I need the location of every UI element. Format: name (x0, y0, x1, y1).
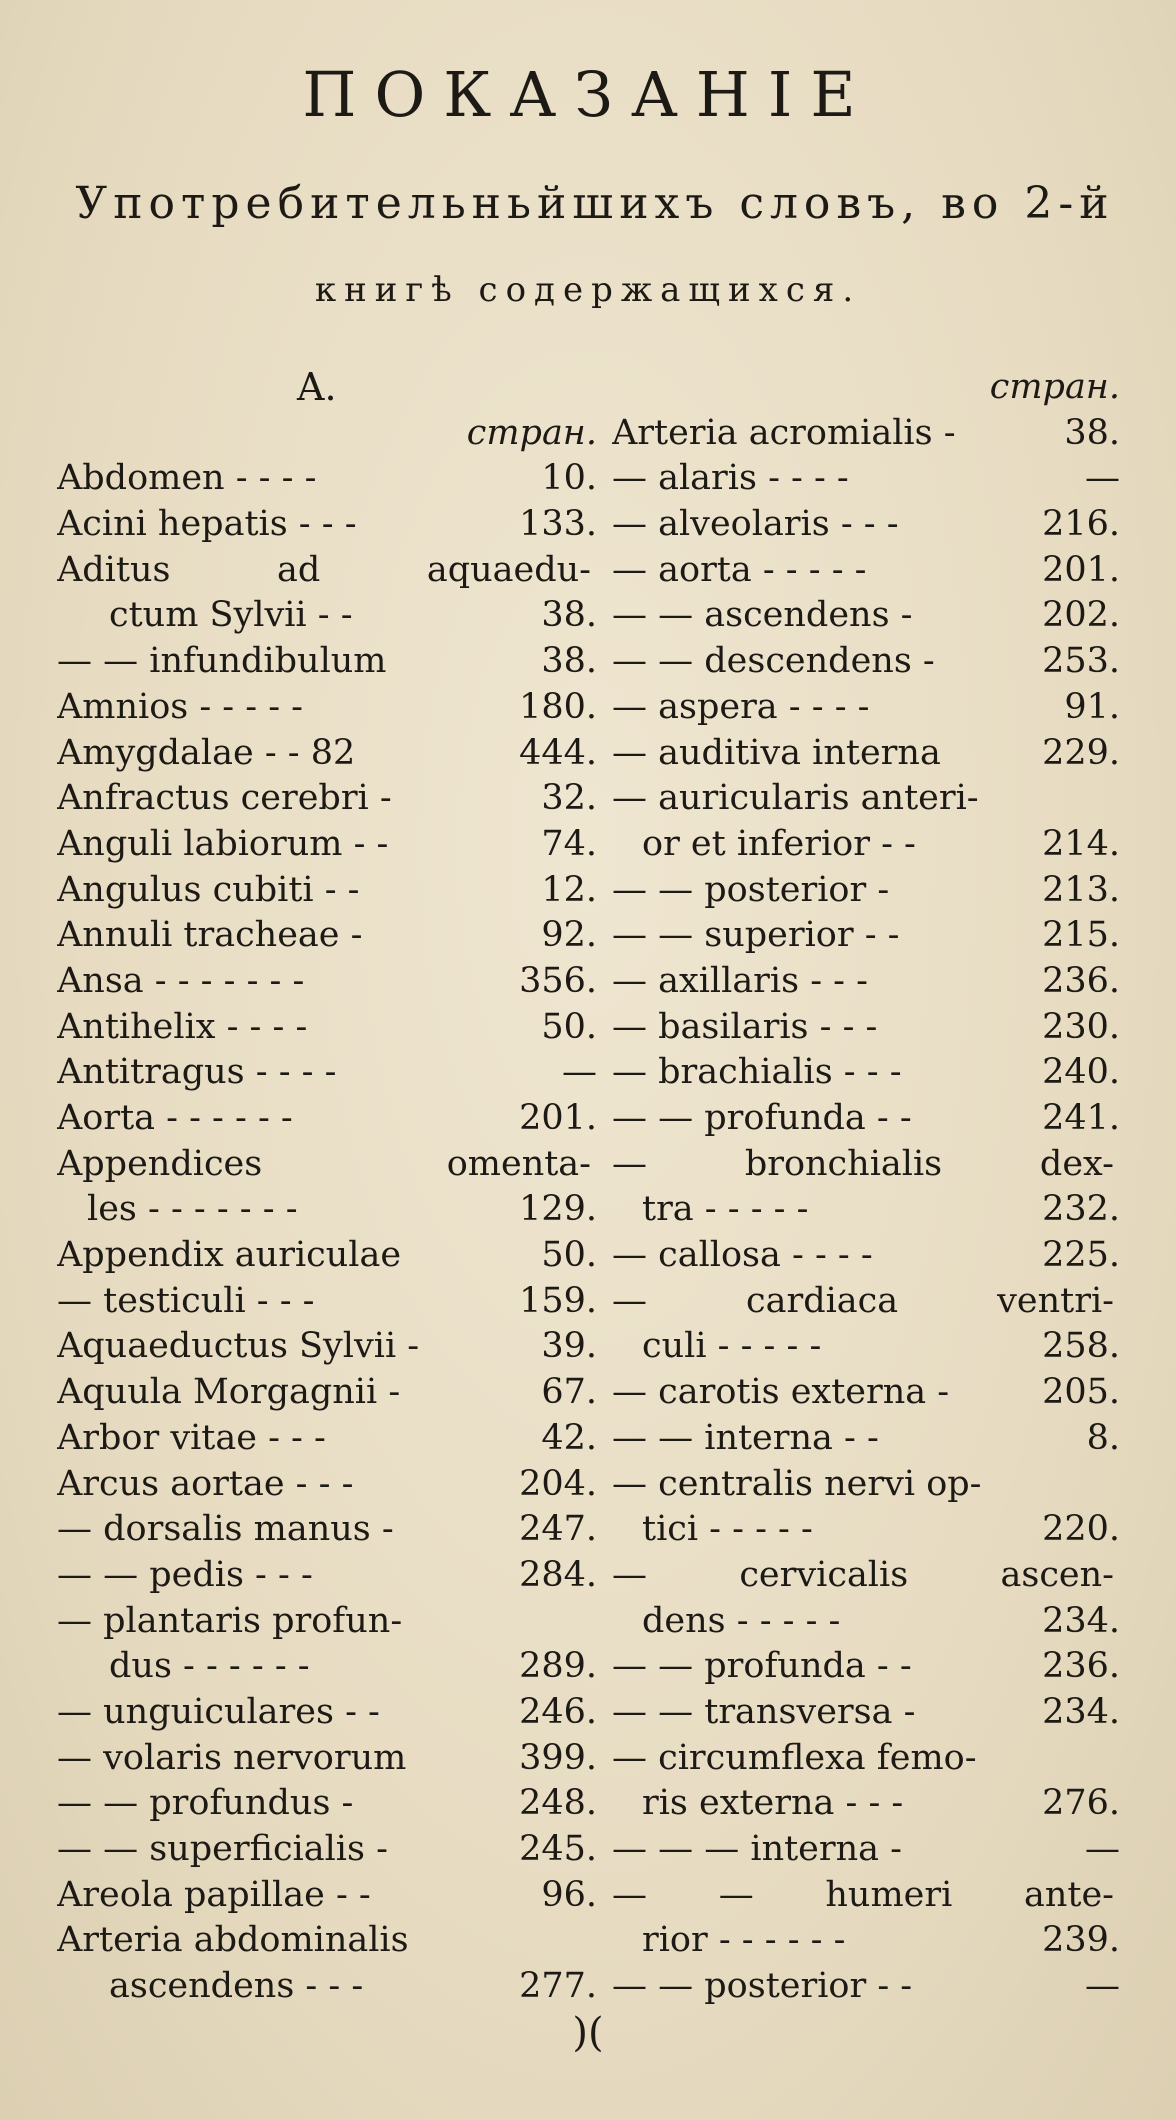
index-entry (57, 822, 597, 868)
index-entry (612, 639, 1120, 685)
entry-page (1114, 1462, 1120, 1508)
index-entry (612, 1736, 1120, 1782)
index-entry (612, 1187, 1120, 1233)
entry-term: — brachialis - - - (612, 1052, 902, 1093)
index-entry (612, 1918, 1120, 1964)
entry-term: Acini hepatis - - - (57, 504, 357, 545)
index-entry (612, 868, 1120, 914)
entry-page: 245. (519, 1829, 597, 1869)
entry-term: — alveolaris - - - (612, 504, 899, 545)
entry-term: — — transversa - (612, 1691, 916, 1732)
index-entry (612, 776, 1120, 822)
entry-term: or et inferior - - (642, 823, 916, 864)
entry-page: — (1085, 1829, 1120, 1869)
entry-term: Aditus ad aquaedu- (57, 549, 591, 590)
section-letter: A. (297, 365, 337, 409)
entry-term: Aquaeductus Sylvii - (57, 1326, 420, 1367)
right-entries (612, 411, 1120, 2010)
entry-term: — cardiaca ventri- (612, 1280, 1114, 1321)
entry-page: 205. (1042, 1372, 1120, 1413)
entry-page: 236. (1042, 960, 1120, 1001)
entry-term: — carotis externa - (612, 1372, 950, 1413)
entry-term: Aquula Morgagnii - (57, 1372, 401, 1413)
entry-term: — dorsalis manus - (57, 1509, 394, 1550)
entry-page: 215. (1042, 915, 1120, 956)
entry-term: Amygdalae - - 82 (57, 732, 356, 773)
entry-page: — (1085, 458, 1120, 499)
index-column-left (57, 365, 597, 2010)
entry-term: — axillaris - - - (612, 960, 868, 1001)
entry-page: 201. (1042, 549, 1120, 590)
entry-term: les - - - - - - - (87, 1189, 298, 1230)
index-entry (57, 1964, 597, 2010)
entry-page: 32. (541, 778, 597, 819)
entry-term: — aspera - - - - (612, 686, 870, 727)
entry-page: 230. (1042, 1006, 1120, 1047)
entry-page: 399. (519, 1737, 597, 1778)
entry-term: Amnios - - - - - (57, 686, 303, 727)
entry-page: 277. (519, 1966, 597, 2007)
entry-page: 289. (519, 1646, 597, 1687)
entry-page: 225. (1042, 1235, 1120, 1276)
entry-term: — aorta - - - - - (612, 549, 867, 590)
index-entry (57, 959, 597, 1005)
index-entry (57, 1781, 597, 1827)
entry-term: — — humeri ante- (612, 1874, 1114, 1915)
entry-term: Anfractus cerebri - (57, 778, 392, 819)
entry-page: 202. (1042, 595, 1120, 636)
index-entry (612, 1370, 1120, 1416)
index-entry (57, 868, 597, 914)
index-entry (57, 1324, 597, 1370)
index-column-right (612, 365, 1120, 2010)
index-entry (612, 548, 1120, 594)
entry-page: 38. (541, 641, 597, 682)
entry-term: — — profunda - - (612, 1098, 912, 1138)
index-entry (612, 731, 1120, 777)
entry-term: — — superficialis - (57, 1829, 388, 1869)
index-entry (57, 1873, 597, 1919)
entry-term: tici - - - - - (642, 1509, 813, 1550)
entry-term: Antitragus - - - - (57, 1052, 337, 1093)
entry-page (1114, 1142, 1120, 1188)
entry-page (1114, 776, 1120, 822)
entry-page: 201. (519, 1098, 597, 1138)
index-entry (612, 1279, 1120, 1325)
entry-page: 92. (541, 915, 597, 956)
index-entry (612, 1324, 1120, 1370)
entry-page: 248. (519, 1783, 597, 1824)
entry-term: — — posterior - - (612, 1966, 913, 2007)
entry-page: 253. (1042, 641, 1120, 682)
index-entry (612, 822, 1120, 868)
index-entry (612, 913, 1120, 959)
entry-page: 204. (519, 1463, 597, 1504)
index-entry (612, 1462, 1120, 1508)
index-entry (57, 1279, 597, 1325)
entry-term: — — interna - - (612, 1417, 879, 1458)
index-entry (612, 502, 1120, 548)
entry-page: 356. (519, 960, 597, 1001)
entry-term: — volaris nervorum (57, 1737, 407, 1778)
entry-term: — centralis nervi op- (612, 1463, 982, 1504)
entry-page: 229. (1042, 732, 1120, 773)
index-entry (57, 1690, 597, 1736)
entry-term: — — profundus - (57, 1783, 354, 1824)
entry-term: — — — interna - (612, 1829, 902, 1869)
entry-page: 234. (1042, 1691, 1120, 1732)
entry-page: 276. (1042, 1783, 1120, 1824)
entry-term: — plantaris profun- (57, 1600, 403, 1641)
index-entry (612, 593, 1120, 639)
entry-term: — — posterior - (612, 869, 890, 910)
entry-page: 91. (1064, 686, 1120, 727)
entry-term: ascendens - - - (109, 1966, 364, 2007)
entry-page: 284. (519, 1554, 597, 1595)
entry-page: 133. (519, 504, 597, 545)
index-entry (612, 1827, 1120, 1873)
entry-page: 241. (1042, 1098, 1120, 1138)
entry-page: 159. (519, 1280, 597, 1321)
entry-page: 38. (1064, 412, 1120, 453)
index-entry (612, 959, 1120, 1005)
entry-page: — (1085, 1966, 1120, 2007)
page-title: ПОКАЗАНІЕ (302, 58, 874, 131)
entry-term: — — profunda - - (612, 1646, 912, 1687)
entry-page: 236. (1042, 1646, 1120, 1687)
entry-page: 444. (519, 732, 597, 773)
index-entry (612, 1416, 1120, 1462)
index-entry (57, 1644, 597, 1690)
entry-page: 220. (1042, 1509, 1120, 1550)
index-entry (57, 1142, 597, 1188)
entry-term: culi - - - - - (642, 1326, 822, 1367)
entry-term: Ansa - - - - - - - (57, 960, 305, 1001)
entry-page: 50. (541, 1006, 597, 1047)
entry-page: 42. (541, 1417, 597, 1458)
index-entry (612, 1644, 1120, 1690)
index-entry (57, 1507, 597, 1553)
entry-term: ctum Sylvii - - (109, 595, 353, 636)
index-entry (612, 1599, 1120, 1645)
entry-page: 129. (519, 1189, 597, 1230)
index-entry (612, 1964, 1120, 2010)
index-entry (57, 685, 597, 731)
page-subtitle-line1: Употребительньйшихъ словъ, во 2-й (75, 178, 1115, 229)
entry-term: Arcus aortae - - - (57, 1463, 354, 1504)
entry-term: Aorta - - - - - - (57, 1098, 293, 1138)
entry-term: — — infundibulum (57, 641, 387, 682)
entry-page (1114, 1736, 1120, 1782)
index-entry (612, 1005, 1120, 1051)
entry-page (591, 1918, 597, 1964)
index-entry (612, 685, 1120, 731)
index-entry (612, 411, 1120, 457)
entry-page: — (562, 1052, 597, 1093)
entry-page: 8. (1086, 1417, 1120, 1458)
left-entries (57, 456, 597, 2009)
entry-term: — cervicalis ascen- (612, 1554, 1114, 1595)
entry-term: — basilaris - - - (612, 1006, 878, 1047)
index-entry (57, 731, 597, 777)
entry-page: 50. (541, 1235, 597, 1276)
entry-term: — bronchialis dex- (612, 1143, 1114, 1184)
index-entry (612, 1690, 1120, 1736)
entry-page: 258. (1042, 1326, 1120, 1367)
entry-page: 96. (541, 1874, 597, 1915)
entry-page: 234. (1042, 1600, 1120, 1641)
page-column-header: стран. (989, 367, 1120, 407)
entry-page: 74. (541, 823, 597, 864)
index-entry (57, 639, 597, 685)
entry-term: — — pedis - - - (57, 1554, 313, 1595)
entry-page: 239. (1042, 1920, 1120, 1961)
index-entry (612, 1553, 1120, 1599)
entry-page: 214. (1042, 823, 1120, 864)
entry-term: Areola papillae - - (57, 1874, 371, 1915)
entry-term: Arteria acromialis - (612, 412, 956, 453)
entry-page: 240. (1042, 1052, 1120, 1093)
entry-page (1114, 1279, 1120, 1325)
entry-page: 213. (1042, 869, 1120, 910)
page-column-header: стран. (466, 412, 597, 453)
entry-term: dens - - - - - (642, 1600, 841, 1641)
entry-page: 246. (519, 1691, 597, 1732)
index-entry (57, 1005, 597, 1051)
entry-term: Angulus cubiti - - (57, 869, 360, 910)
entry-term: — auditiva interna (612, 732, 941, 773)
index-entry (612, 1233, 1120, 1279)
index-entry (57, 1233, 597, 1279)
index-entry (57, 1918, 597, 1964)
index-entry (57, 1736, 597, 1782)
index-entry (57, 1599, 597, 1645)
entry-term: — callosa - - - - (612, 1235, 873, 1276)
entry-page: 232. (1042, 1189, 1120, 1230)
index-entry (57, 1096, 597, 1142)
index-entry (612, 1781, 1120, 1827)
entry-term: Abdomen - - - - (57, 458, 317, 499)
index-entry (612, 1096, 1120, 1142)
entry-page (591, 1599, 597, 1645)
entry-term: Appendices omenta- (57, 1143, 591, 1184)
index-entry (612, 1142, 1120, 1188)
entry-page: 38. (541, 595, 597, 636)
entry-page: 12. (541, 869, 597, 910)
entry-term: — auricularis anteri- (612, 778, 979, 819)
entry-term: Arteria abdominalis (57, 1920, 409, 1961)
index-entry (612, 1507, 1120, 1553)
entry-term: dus - - - - - - (109, 1646, 310, 1687)
index-entry (57, 502, 597, 548)
index-entry (57, 1553, 597, 1599)
entry-term: — unguiculares - - (57, 1691, 380, 1732)
entry-page: 39. (541, 1326, 597, 1367)
entry-term: — alaris - - - - (612, 458, 849, 499)
catchword-ornament: )( (572, 2010, 604, 2056)
index-entry (612, 1050, 1120, 1096)
index-entry (612, 456, 1120, 502)
entry-term: Anguli labiorum - - (57, 823, 389, 864)
index-entry (57, 456, 597, 502)
entry-page (591, 1142, 597, 1188)
index-entry (57, 1187, 597, 1233)
entry-page (1114, 1553, 1120, 1599)
index-entry (57, 548, 597, 594)
entry-term: — — descendens - (612, 641, 935, 682)
entry-page: 10. (541, 458, 597, 499)
entry-page: 67. (541, 1372, 597, 1413)
index-entry (57, 1370, 597, 1416)
index-entry (57, 1827, 597, 1873)
entry-term: — — ascendens - (612, 595, 913, 636)
index-entry (57, 1050, 597, 1096)
entry-term: Antihelix - - - - (57, 1006, 308, 1047)
entry-term: ris externa - - - (642, 1783, 904, 1824)
entry-page: 247. (519, 1509, 597, 1550)
entry-term: Arbor vitae - - - (57, 1417, 326, 1458)
entry-term: tra - - - - - (642, 1189, 809, 1230)
entry-term: Appendix auriculae (57, 1235, 402, 1276)
entry-page: 216. (1042, 504, 1120, 545)
index-entry (57, 593, 597, 639)
index-entry (57, 1462, 597, 1508)
index-entry (57, 913, 597, 959)
page-subtitle-line2: книгѣ содержащихся. (314, 270, 862, 310)
entry-page: 180. (519, 686, 597, 727)
entry-term: rior - - - - - - (642, 1920, 846, 1961)
index-entry (57, 776, 597, 822)
index-entry (57, 1416, 597, 1462)
entry-term: — circumflexa femo- (612, 1737, 977, 1778)
entry-term: Annuli tracheae - (57, 915, 363, 956)
index-entry (612, 1873, 1120, 1919)
entry-page (1114, 1873, 1120, 1919)
entry-page (591, 548, 597, 594)
entry-term: — — superior - - (612, 915, 900, 956)
entry-term: — testiculi - - - (57, 1280, 315, 1321)
